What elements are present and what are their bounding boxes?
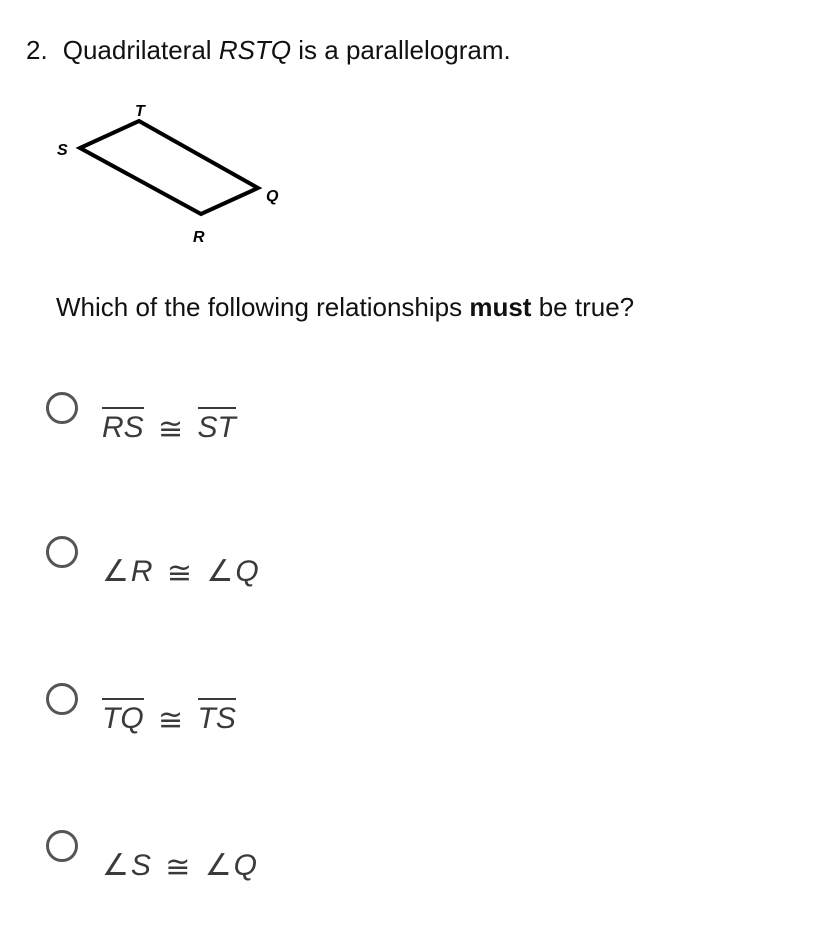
question-number: 2. [26,35,48,65]
angle-symbol: ∠ [204,849,232,882]
congruent-symbol: ≅ [166,557,193,590]
prompt-before: Which of the following relationships [56,292,463,322]
choice-d-expression [102,844,257,888]
choice-d-left: S [130,849,151,882]
vertex-label-r: R [193,229,205,246]
choice-c-right: TS [198,698,236,738]
prompt-after: be true? [538,292,635,322]
choice-a-left: RS [102,407,144,447]
angle-symbol: ∠ [102,555,129,588]
radio-button-d[interactable] [46,830,78,862]
question-text-after: is a parallelogram. [298,35,511,65]
parallelogram-figure [40,92,300,262]
choice-a-expression [102,406,236,450]
figure-name: RSTQ [218,35,292,65]
vertex-label-s: S [57,142,68,159]
choice-a[interactable] [46,392,446,452]
choice-b-left: R [130,555,153,588]
choice-d-right: Q [233,849,257,882]
choice-c-expression [102,697,236,741]
congruent-symbol: ≅ [158,413,184,446]
choice-b-expression [102,550,259,594]
choice-a-right: ST [198,407,236,447]
angle-symbol: ∠ [206,555,234,588]
choice-c[interactable] [46,683,446,743]
parallelogram-diagram [40,92,300,262]
choice-c-left: TQ [102,698,144,738]
prompt-emphasis: must [469,292,532,322]
vertex-label-q: Q [266,188,279,205]
choice-b[interactable] [46,536,446,596]
choice-d[interactable] [46,830,446,890]
question-text [26,30,511,70]
congruent-symbol: ≅ [165,851,191,884]
choice-b-right: Q [235,555,259,588]
congruent-symbol: ≅ [158,704,184,737]
question-text-before: Quadrilateral [62,35,212,65]
angle-symbol: ∠ [102,849,129,882]
radio-button-a[interactable] [46,392,78,424]
parallelogram-shape [80,121,258,214]
prompt-text [56,287,634,327]
vertex-label-t: T [135,103,145,120]
radio-button-b[interactable] [46,536,78,568]
radio-button-c[interactable] [46,683,78,715]
